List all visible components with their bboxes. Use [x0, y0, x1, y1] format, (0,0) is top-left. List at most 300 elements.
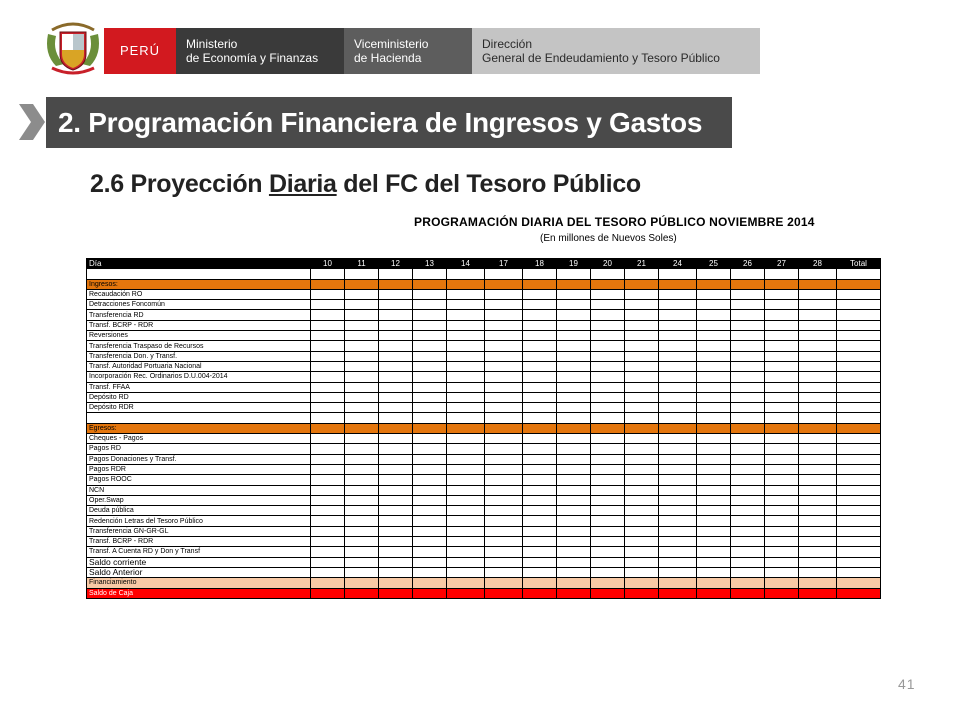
row-label: Detracciones Foncomún — [87, 300, 311, 310]
table-cell — [485, 341, 523, 351]
table-cell — [837, 485, 881, 495]
table-cell — [659, 495, 697, 505]
table-cell — [731, 506, 765, 516]
table-cell — [731, 526, 765, 536]
table-cell — [697, 341, 731, 351]
table-cell — [697, 279, 731, 289]
table-cell — [625, 454, 659, 464]
table-cell — [523, 526, 557, 536]
table-cell — [523, 547, 557, 557]
table-cell — [485, 300, 523, 310]
table-cell — [447, 557, 485, 567]
table-cell — [625, 557, 659, 567]
table-cell — [837, 475, 881, 485]
table-cell — [837, 279, 881, 289]
table-cell — [345, 516, 379, 526]
table-cell — [557, 341, 591, 351]
table-cell — [799, 413, 837, 423]
table-row — [87, 567, 881, 577]
table-cell — [345, 403, 379, 413]
table-cell — [765, 547, 799, 557]
table-cell — [625, 506, 659, 516]
table-cell — [659, 423, 697, 433]
table-cell — [379, 310, 413, 320]
table-cell — [311, 361, 345, 371]
table-cell — [625, 578, 659, 588]
table-cell — [485, 331, 523, 341]
table-cell — [523, 454, 557, 464]
table-cell — [379, 454, 413, 464]
header-cell-day-number: 21 — [625, 259, 659, 269]
table-cell — [625, 495, 659, 505]
header-ministry-line1: Ministerio — [186, 37, 238, 51]
table-cell — [799, 506, 837, 516]
table-cell — [837, 444, 881, 454]
table-cell — [659, 547, 697, 557]
row-label: Saldo Anterior — [87, 567, 311, 577]
table-cell — [557, 485, 591, 495]
table-cell — [731, 557, 765, 567]
table-cell — [625, 310, 659, 320]
table-cell — [413, 444, 447, 454]
row-label: Transferencia RD — [87, 310, 311, 320]
table-row — [87, 578, 881, 588]
table-cell — [523, 516, 557, 526]
table-cell — [659, 578, 697, 588]
table-cell — [697, 361, 731, 371]
table-cell — [485, 485, 523, 495]
table-cell — [523, 331, 557, 341]
table-cell — [523, 485, 557, 495]
table-row — [87, 382, 881, 392]
table-cell — [447, 392, 485, 402]
header-directorate-line1: Dirección — [482, 37, 533, 51]
table-cell — [659, 331, 697, 341]
table-cell — [557, 279, 591, 289]
table-row — [87, 464, 881, 474]
table-cell — [413, 578, 447, 588]
table-cell — [731, 310, 765, 320]
table-cell — [523, 588, 557, 598]
table-cell — [659, 413, 697, 423]
table-cell — [345, 279, 379, 289]
table-cell — [799, 351, 837, 361]
table-cell — [591, 423, 625, 433]
table-cell — [731, 567, 765, 577]
table-cell — [345, 392, 379, 402]
table-cell — [697, 351, 731, 361]
table-cell — [591, 495, 625, 505]
table-cell — [345, 567, 379, 577]
table-cell — [731, 361, 765, 371]
table-cell — [413, 567, 447, 577]
table-cell — [413, 341, 447, 351]
table-cell — [591, 331, 625, 341]
table-cell — [591, 567, 625, 577]
table-cell — [837, 516, 881, 526]
table-cell — [413, 557, 447, 567]
table-cell — [731, 464, 765, 474]
table-cell — [345, 485, 379, 495]
table-cell — [591, 320, 625, 330]
row-label: Egresos: — [87, 423, 311, 433]
table-cell — [837, 537, 881, 547]
table-cell — [447, 526, 485, 536]
table-cell — [837, 588, 881, 598]
row-label: Recaudación RO — [87, 289, 311, 299]
table-cell — [625, 269, 659, 279]
table-cell — [765, 454, 799, 464]
table-cell — [413, 547, 447, 557]
table-cell — [625, 485, 659, 495]
table-cell — [447, 516, 485, 526]
header-vice-line2: de Hacienda — [354, 51, 422, 65]
table-cell — [837, 547, 881, 557]
table-cell — [591, 403, 625, 413]
table-title: PROGRAMACIÓN DIARIA DEL TESORO PÚBLICO NOVIEMBRE 2014 — [414, 215, 815, 229]
table-cell — [557, 454, 591, 464]
table-cell — [697, 289, 731, 299]
table-cell — [697, 382, 731, 392]
table-cell — [557, 269, 591, 279]
table-cell — [413, 392, 447, 402]
table-cell — [799, 547, 837, 557]
table-cell — [447, 444, 485, 454]
table-cell — [731, 392, 765, 402]
table-cell — [731, 279, 765, 289]
table-cell — [799, 423, 837, 433]
table-cell — [379, 423, 413, 433]
table-cell — [625, 361, 659, 371]
table-cell — [485, 537, 523, 547]
table-cell — [311, 320, 345, 330]
table-cell — [799, 341, 837, 351]
table-cell — [345, 320, 379, 330]
table-cell — [379, 331, 413, 341]
table-cell — [799, 331, 837, 341]
table-cell — [413, 423, 447, 433]
row-label: Transf. A Cuenta RD y Don y Transf — [87, 547, 311, 557]
table-cell — [557, 537, 591, 547]
table-cell — [837, 269, 881, 279]
table-cell — [765, 423, 799, 433]
table-cell — [731, 403, 765, 413]
row-label: Deuda pública — [87, 506, 311, 516]
row-label: Cheques - Pagos — [87, 434, 311, 444]
table-header-row — [87, 259, 881, 269]
table-cell — [379, 526, 413, 536]
table-cell — [485, 269, 523, 279]
table-cell — [591, 475, 625, 485]
table-cell — [731, 413, 765, 423]
table-cell — [485, 351, 523, 361]
table-cell — [557, 567, 591, 577]
table-cell — [659, 361, 697, 371]
table-cell — [765, 557, 799, 567]
table-cell — [731, 485, 765, 495]
row-label: Saldo de Caja — [87, 588, 311, 598]
table-cell — [731, 331, 765, 341]
table-row — [87, 372, 881, 382]
table-cell — [659, 300, 697, 310]
subtitle-part1: 2.6 Proyección — [90, 170, 269, 198]
table-cell — [659, 537, 697, 547]
table-cell — [659, 320, 697, 330]
table-cell — [557, 547, 591, 557]
header-ministry-box — [176, 28, 344, 74]
table-cell — [799, 557, 837, 567]
row-label — [87, 413, 311, 423]
table-cell — [799, 382, 837, 392]
table-cell — [523, 413, 557, 423]
table-cell — [765, 516, 799, 526]
table-cell — [799, 454, 837, 464]
table-cell — [625, 279, 659, 289]
table-cell — [765, 578, 799, 588]
table-cell — [311, 464, 345, 474]
table-cell — [557, 289, 591, 299]
table-cell — [625, 392, 659, 402]
table-cell — [799, 392, 837, 402]
row-label: Ingresos: — [87, 279, 311, 289]
table-cell — [659, 351, 697, 361]
row-label: Pagos RD — [87, 444, 311, 454]
table-cell — [523, 392, 557, 402]
table-cell — [447, 485, 485, 495]
table-cell — [311, 382, 345, 392]
table-cell — [447, 434, 485, 444]
table-cell — [413, 310, 447, 320]
table-cell — [485, 444, 523, 454]
table-cell — [311, 413, 345, 423]
table-cell — [311, 506, 345, 516]
header-cell-day-number: 14 — [447, 259, 485, 269]
table-cell — [591, 516, 625, 526]
table-cell — [697, 578, 731, 588]
slide-title: 2. Programación Financiera de Ingresos y Gastos — [46, 97, 732, 148]
table-cell — [413, 537, 447, 547]
table-cell — [557, 351, 591, 361]
table-cell — [447, 269, 485, 279]
table-cell — [413, 434, 447, 444]
table-cell — [485, 382, 523, 392]
table-cell — [345, 341, 379, 351]
row-label: Transferencia Traspaso de Recursos — [87, 341, 311, 351]
table-cell — [697, 403, 731, 413]
table-cell — [379, 495, 413, 505]
table-cell — [799, 567, 837, 577]
table-cell — [485, 588, 523, 598]
table-cell — [837, 300, 881, 310]
table-row — [87, 444, 881, 454]
table-cell — [625, 289, 659, 299]
table-row — [87, 351, 881, 361]
table-cell — [731, 341, 765, 351]
table-cell — [413, 464, 447, 474]
table-cell — [311, 567, 345, 577]
table-row — [87, 485, 881, 495]
table-cell — [697, 413, 731, 423]
table-cell — [311, 351, 345, 361]
table-cell — [799, 537, 837, 547]
header-cell-day-number: 19 — [557, 259, 591, 269]
table-cell — [625, 526, 659, 536]
table-cell — [731, 516, 765, 526]
table-cell — [523, 289, 557, 299]
table-cell — [625, 588, 659, 598]
table-cell — [799, 495, 837, 505]
table-cell — [659, 454, 697, 464]
table-cell — [345, 526, 379, 536]
table-cell — [345, 310, 379, 320]
table-cell — [485, 516, 523, 526]
table-cell — [379, 578, 413, 588]
table-cell — [625, 300, 659, 310]
table-cell — [837, 310, 881, 320]
table-cell — [731, 537, 765, 547]
table-cell — [659, 382, 697, 392]
table-cell — [485, 454, 523, 464]
table-cell — [837, 423, 881, 433]
table-cell — [591, 547, 625, 557]
table-cell — [731, 351, 765, 361]
table-cell — [731, 495, 765, 505]
table-cell — [523, 444, 557, 454]
table-cell — [697, 331, 731, 341]
table-cell — [591, 392, 625, 402]
table-cell — [591, 341, 625, 351]
chevron-right-icon — [13, 102, 49, 142]
header-peru-box — [104, 28, 176, 74]
table-cell — [523, 403, 557, 413]
table-cell — [311, 526, 345, 536]
table-cell — [697, 434, 731, 444]
table-cell — [765, 300, 799, 310]
table-cell — [447, 331, 485, 341]
table-cell — [765, 495, 799, 505]
table-cell — [447, 289, 485, 299]
table-cell — [837, 351, 881, 361]
table-cell — [799, 485, 837, 495]
table-cell — [731, 372, 765, 382]
table-cell — [591, 506, 625, 516]
table-cell — [485, 464, 523, 474]
table-cell — [731, 423, 765, 433]
subtitle-underlined-word: Diaria — [268, 170, 337, 198]
table-cell — [765, 341, 799, 351]
table-cell — [765, 372, 799, 382]
header-cell-day-number: 27 — [765, 259, 799, 269]
table-cell — [731, 547, 765, 557]
table-cell — [557, 444, 591, 454]
table-cell — [591, 434, 625, 444]
table-cell — [799, 403, 837, 413]
table-row — [87, 289, 881, 299]
peru-coat-of-arms-icon — [42, 20, 104, 76]
table-cell — [311, 495, 345, 505]
row-label — [87, 269, 311, 279]
table-cell — [523, 382, 557, 392]
table-cell — [591, 485, 625, 495]
table-cell — [765, 289, 799, 299]
table-cell — [591, 444, 625, 454]
table-cell — [557, 588, 591, 598]
table-cell — [557, 578, 591, 588]
table-cell — [697, 567, 731, 577]
table-cell — [837, 495, 881, 505]
table-cell — [557, 320, 591, 330]
row-label: Transf. BCRP - RDR — [87, 320, 311, 330]
table-cell — [837, 341, 881, 351]
table-cell — [379, 413, 413, 423]
table-cell — [659, 506, 697, 516]
table-row — [87, 475, 881, 485]
table-cell — [523, 320, 557, 330]
table-cell — [523, 361, 557, 371]
table-row — [87, 392, 881, 402]
table-cell — [765, 444, 799, 454]
table-cell — [765, 351, 799, 361]
table-cell — [765, 526, 799, 536]
table-cell — [591, 382, 625, 392]
table-cell — [345, 547, 379, 557]
table-cell — [413, 279, 447, 289]
table-cell — [447, 351, 485, 361]
table-cell — [523, 423, 557, 433]
table-cell — [311, 300, 345, 310]
table-cell — [765, 310, 799, 320]
table-cell — [413, 382, 447, 392]
table-cell — [765, 361, 799, 371]
treasury-daily-table — [86, 258, 881, 599]
table-cell — [837, 464, 881, 474]
header-cell-day-number: 11 — [345, 259, 379, 269]
table-cell — [311, 289, 345, 299]
table-cell — [799, 289, 837, 299]
table-cell — [557, 403, 591, 413]
table-cell — [447, 454, 485, 464]
table-cell — [447, 341, 485, 351]
table-cell — [557, 495, 591, 505]
table-cell — [697, 310, 731, 320]
table-cell — [557, 516, 591, 526]
table-cell — [345, 454, 379, 464]
table-cell — [379, 464, 413, 474]
table-cell — [485, 578, 523, 588]
header-cell-day: Día — [87, 259, 311, 269]
table-cell — [591, 526, 625, 536]
table-cell — [557, 434, 591, 444]
table-cell — [697, 588, 731, 598]
table-cell — [379, 269, 413, 279]
table-cell — [311, 331, 345, 341]
table-cell — [731, 289, 765, 299]
page-number: 41 — [898, 676, 916, 692]
table-cell — [311, 341, 345, 351]
table-cell — [659, 526, 697, 536]
table-cell — [345, 434, 379, 444]
table-cell — [345, 537, 379, 547]
table-cell — [799, 578, 837, 588]
table-cell — [379, 279, 413, 289]
table-cell — [659, 392, 697, 402]
table-cell — [697, 372, 731, 382]
table-cell — [799, 475, 837, 485]
table-cell — [659, 557, 697, 567]
table-cell — [311, 269, 345, 279]
table-cell — [413, 372, 447, 382]
table-cell — [697, 506, 731, 516]
